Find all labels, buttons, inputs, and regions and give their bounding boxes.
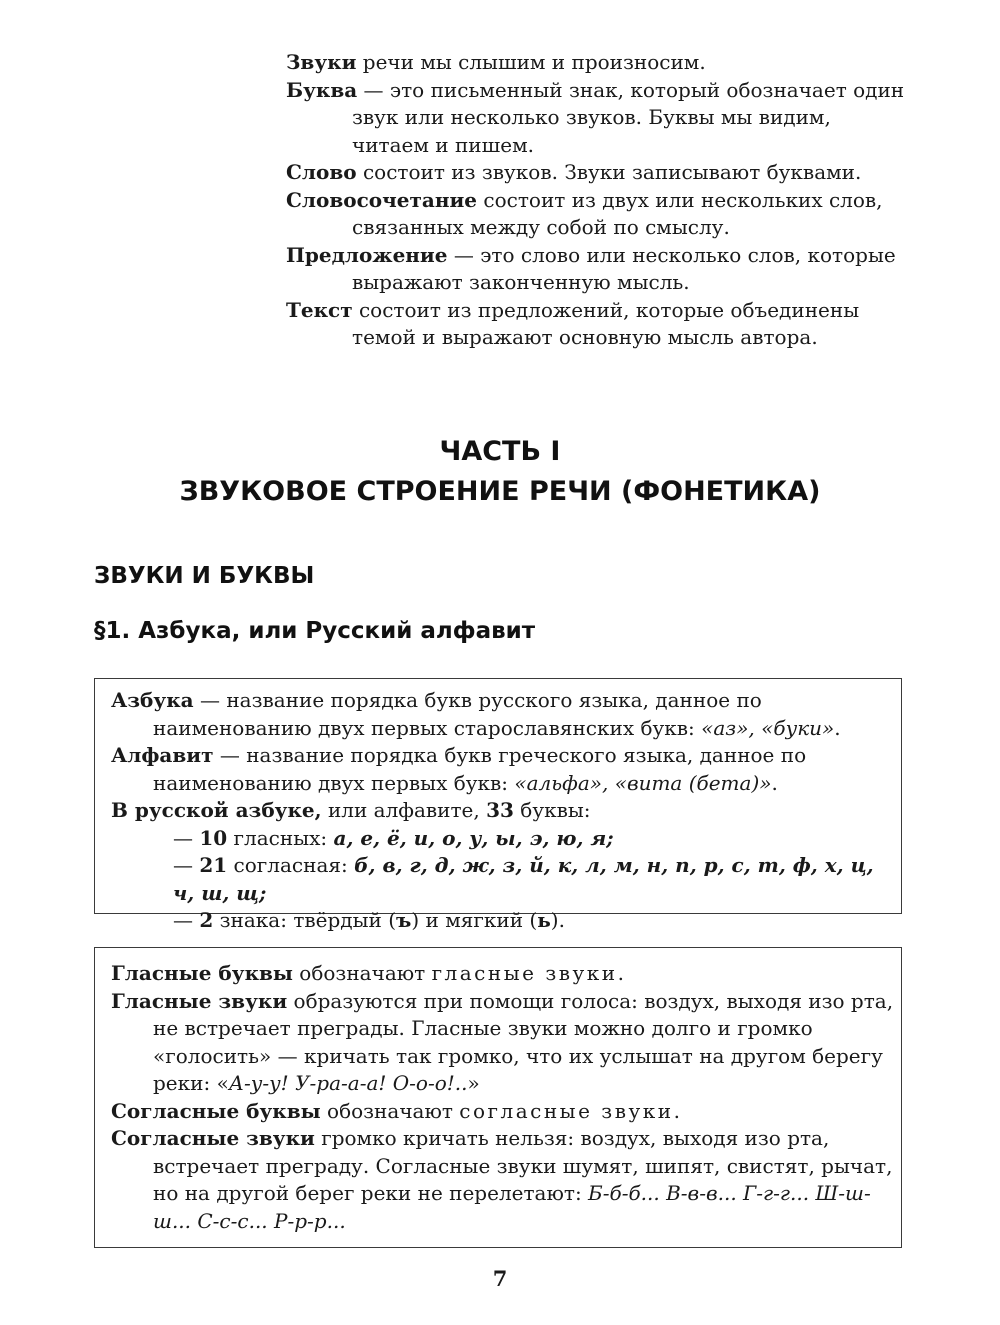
term: Алфавит <box>111 743 214 767</box>
term: Предложение <box>286 242 448 267</box>
vowel-letters: а, е, ё, и, о, у, ы, э, ю, я; <box>333 825 614 850</box>
definition-sounds <box>286 49 910 77</box>
alphabet-box <box>94 678 902 932</box>
definition-text: речи мы слышим и произносим. <box>356 50 706 74</box>
count: 2 <box>199 908 214 932</box>
definition-text: — это слово или несколько слов, которые выражают законченную мысль. <box>352 242 896 294</box>
punctuation: ). <box>550 908 565 932</box>
section-title: ЗВУКИ И БУКВЫ <box>94 563 315 589</box>
example: А-у-у! У-ра-а-а! О-о-о!.. <box>228 1071 468 1095</box>
punctuation: . <box>834 715 841 740</box>
punctuation: . <box>771 770 778 795</box>
term: В русской азбуке, <box>111 798 322 822</box>
consonants-line <box>111 852 901 907</box>
vowel-sounds-definition <box>111 988 901 1098</box>
consonant-sounds-definition <box>111 1125 901 1235</box>
label: гласных: <box>227 825 334 850</box>
definition-text: громко кричать нельзя: воздух, выходя изо рта, встречает преграду. Согласные звуки шумят, шипят, свистят, рычат, но на другой берег реки не перелетают: <box>153 1126 893 1205</box>
definition-sentence <box>286 242 910 297</box>
definition-text: буквы: <box>513 798 591 822</box>
dash: — <box>173 853 200 877</box>
count: 21 <box>199 853 228 877</box>
vowel-letters-definition <box>111 960 901 988</box>
definition-text: — название порядка букв греческого языка, данное по наименованию двух первых букв: <box>153 743 807 795</box>
definition-text: состоит из двух или нескольких слов, связанных между собой по смыслу. <box>352 187 883 239</box>
definition-text: обозначают <box>320 1098 460 1123</box>
spaced-text: согласные звуки <box>459 1098 674 1123</box>
definition-text: — это письменный знак, который обозначает один звук или несколько звуков. Буквы мы видим, читаем и пишем. <box>352 77 905 157</box>
label: знака: твёрдый ( <box>213 908 397 932</box>
punctuation: » <box>467 1071 480 1095</box>
consonant-letters-definition <box>111 1098 901 1126</box>
russian-alphabet-count <box>111 797 901 825</box>
term: Слово <box>286 160 357 184</box>
definition-text <box>286 297 910 352</box>
intro-definitions <box>286 49 910 352</box>
example: Б-б-б... В-в-в... Г-г-г... Ш-ш-ш... С-с-с... Р-р-р... <box>153 1181 871 1233</box>
soft-sign: ь <box>537 908 551 932</box>
label: ) и мягкий ( <box>411 908 538 932</box>
count: 10 <box>199 825 228 850</box>
example: «альфа», «вита (бета)» <box>514 770 772 795</box>
term: Словосочетание <box>286 187 478 212</box>
term: Согласные звуки <box>111 1126 315 1150</box>
definition-text: или алфавите, <box>321 798 487 822</box>
term: Гласные буквы <box>111 961 293 985</box>
term: Буква <box>286 77 358 102</box>
letter-count: 33 <box>486 798 514 822</box>
alphabet-definition <box>111 742 901 797</box>
sounds-box <box>94 947 902 1248</box>
punctuation: . <box>617 961 624 985</box>
definition-text: состоит из предложений, которые объединены темой и выражают основную мысль автора. <box>352 297 860 349</box>
term: Согласные буквы <box>111 1098 321 1123</box>
definition-text: — название порядка букв русского языка, данное по наименованию двух первых старославянских букв: <box>153 688 762 740</box>
paragraph-title: §1. Азбука, или Русский алфавит <box>94 618 536 644</box>
definition-text: образуются при помощи голоса: воздух, выходя изо рта, не встречает преграды. Гласные звуки можно долго и громко «голосить» — кричать так громко, что их услышат на другом берегу реки: « <box>153 988 894 1095</box>
vowels-line <box>111 825 901 853</box>
definition-word <box>286 159 910 187</box>
definition-letter <box>286 77 910 160</box>
definition-text: состоит из звуков. Звуки записывают буквами. <box>356 160 862 184</box>
hard-sign: ъ <box>396 908 412 932</box>
dash: — <box>173 825 200 850</box>
term: Текст <box>286 297 353 322</box>
signs-line <box>111 907 901 935</box>
consonant-letters: б, в, г, д, ж, з, й, к, л, м, н, п, р, с, т, ф, х, ц, ч, ш, щ; <box>173 853 874 905</box>
spaced-text: гласные звуки <box>431 961 618 985</box>
term: Звуки <box>286 50 357 74</box>
azbuka-definition <box>111 687 901 742</box>
definition-text: обозначают <box>292 961 432 985</box>
example: «аз», «буки» <box>701 715 835 740</box>
term: Гласные звуки <box>111 988 288 1013</box>
dash: — <box>173 908 200 932</box>
punctuation: . <box>673 1098 680 1123</box>
part-number: ЧАСТЬ I <box>439 436 561 467</box>
label: согласная: <box>227 853 355 877</box>
definition-phrase <box>286 187 910 242</box>
term: Азбука <box>111 688 194 712</box>
page-number: 7 <box>492 1266 508 1291</box>
part-title: ЗВУКОВОЕ СТРОЕНИЕ РЕЧИ (ФОНЕТИКА) <box>179 476 821 507</box>
